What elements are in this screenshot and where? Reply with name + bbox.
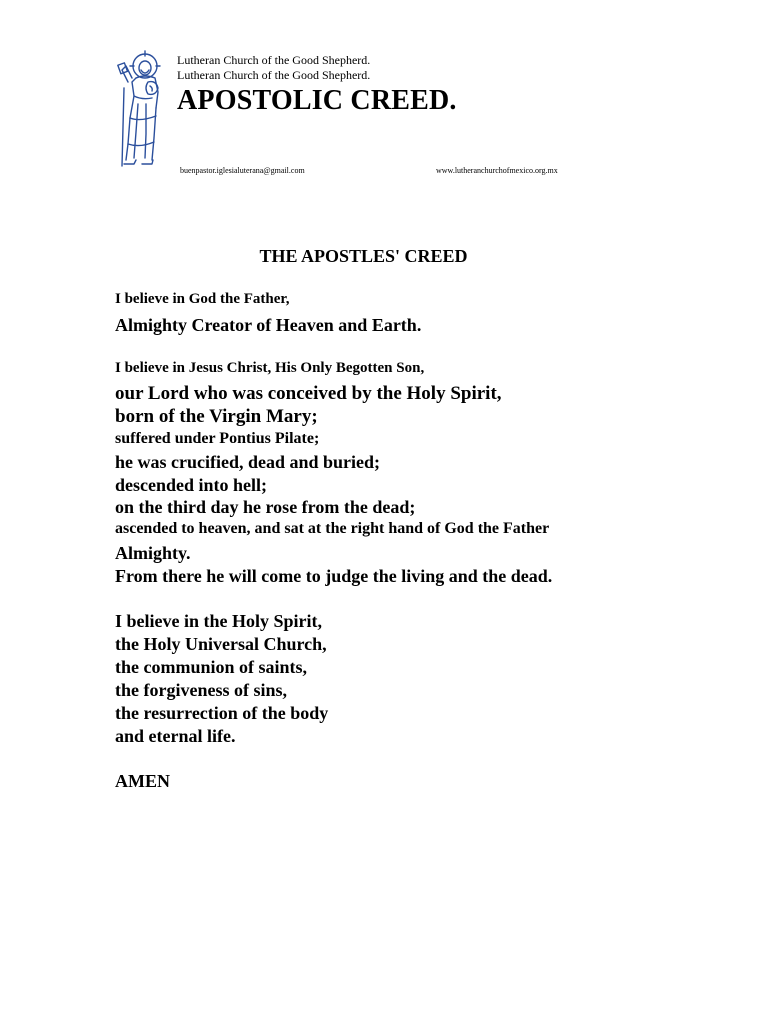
- email-address: buenpastor.iglesialuterana@gmail.com: [180, 166, 305, 175]
- creed-line: Almighty Creator of Heaven and Earth.: [115, 315, 422, 335]
- creed-line: suffered under Pontius Pilate;: [115, 430, 320, 447]
- creed-line: the communion of saints,: [115, 657, 308, 677]
- document-title: APOSTOLIC CREED.: [177, 85, 457, 116]
- website-address: www.lutheranchurchofmexico.org.mx: [436, 166, 558, 175]
- creed-line: born of the Virgin Mary;: [115, 406, 318, 427]
- creed-line: he was crucified, dead and buried;: [115, 452, 381, 472]
- creed-line: From there he will come to judge the living and the dead.: [115, 566, 553, 586]
- creed-line: Almighty.: [115, 543, 191, 563]
- creed-line: the resurrection of the body: [115, 703, 329, 723]
- creed-line: I believe in God the Father,: [115, 291, 290, 307]
- creed-line: I believe in the Holy Spirit,: [115, 611, 322, 631]
- creed-closing-amen: AMEN: [115, 771, 170, 791]
- creed-line: our Lord who was conceived by the Holy Spirit,: [115, 383, 502, 404]
- creed-line: on the third day he rose from the dead;: [115, 497, 416, 517]
- good-shepherd-figure-icon: [112, 48, 172, 172]
- creed-line: descended into hell;: [115, 475, 268, 495]
- church-name-line-1: Lutheran Church of the Good Shepherd.: [177, 53, 371, 67]
- creed-line: ascended to heaven, and sat at the right hand of God the Father: [115, 520, 550, 537]
- church-name-line-2: Lutheran Church of the Good Shepherd.: [177, 68, 371, 82]
- creed-heading: THE APOSTLES' CREED: [259, 246, 468, 266]
- creed-line: and eternal life.: [115, 726, 236, 746]
- creed-line: the forgiveness of sins,: [115, 680, 287, 700]
- creed-line: I believe in Jesus Christ, His Only Begotten Son,: [115, 360, 425, 376]
- creed-line: the Holy Universal Church,: [115, 634, 327, 654]
